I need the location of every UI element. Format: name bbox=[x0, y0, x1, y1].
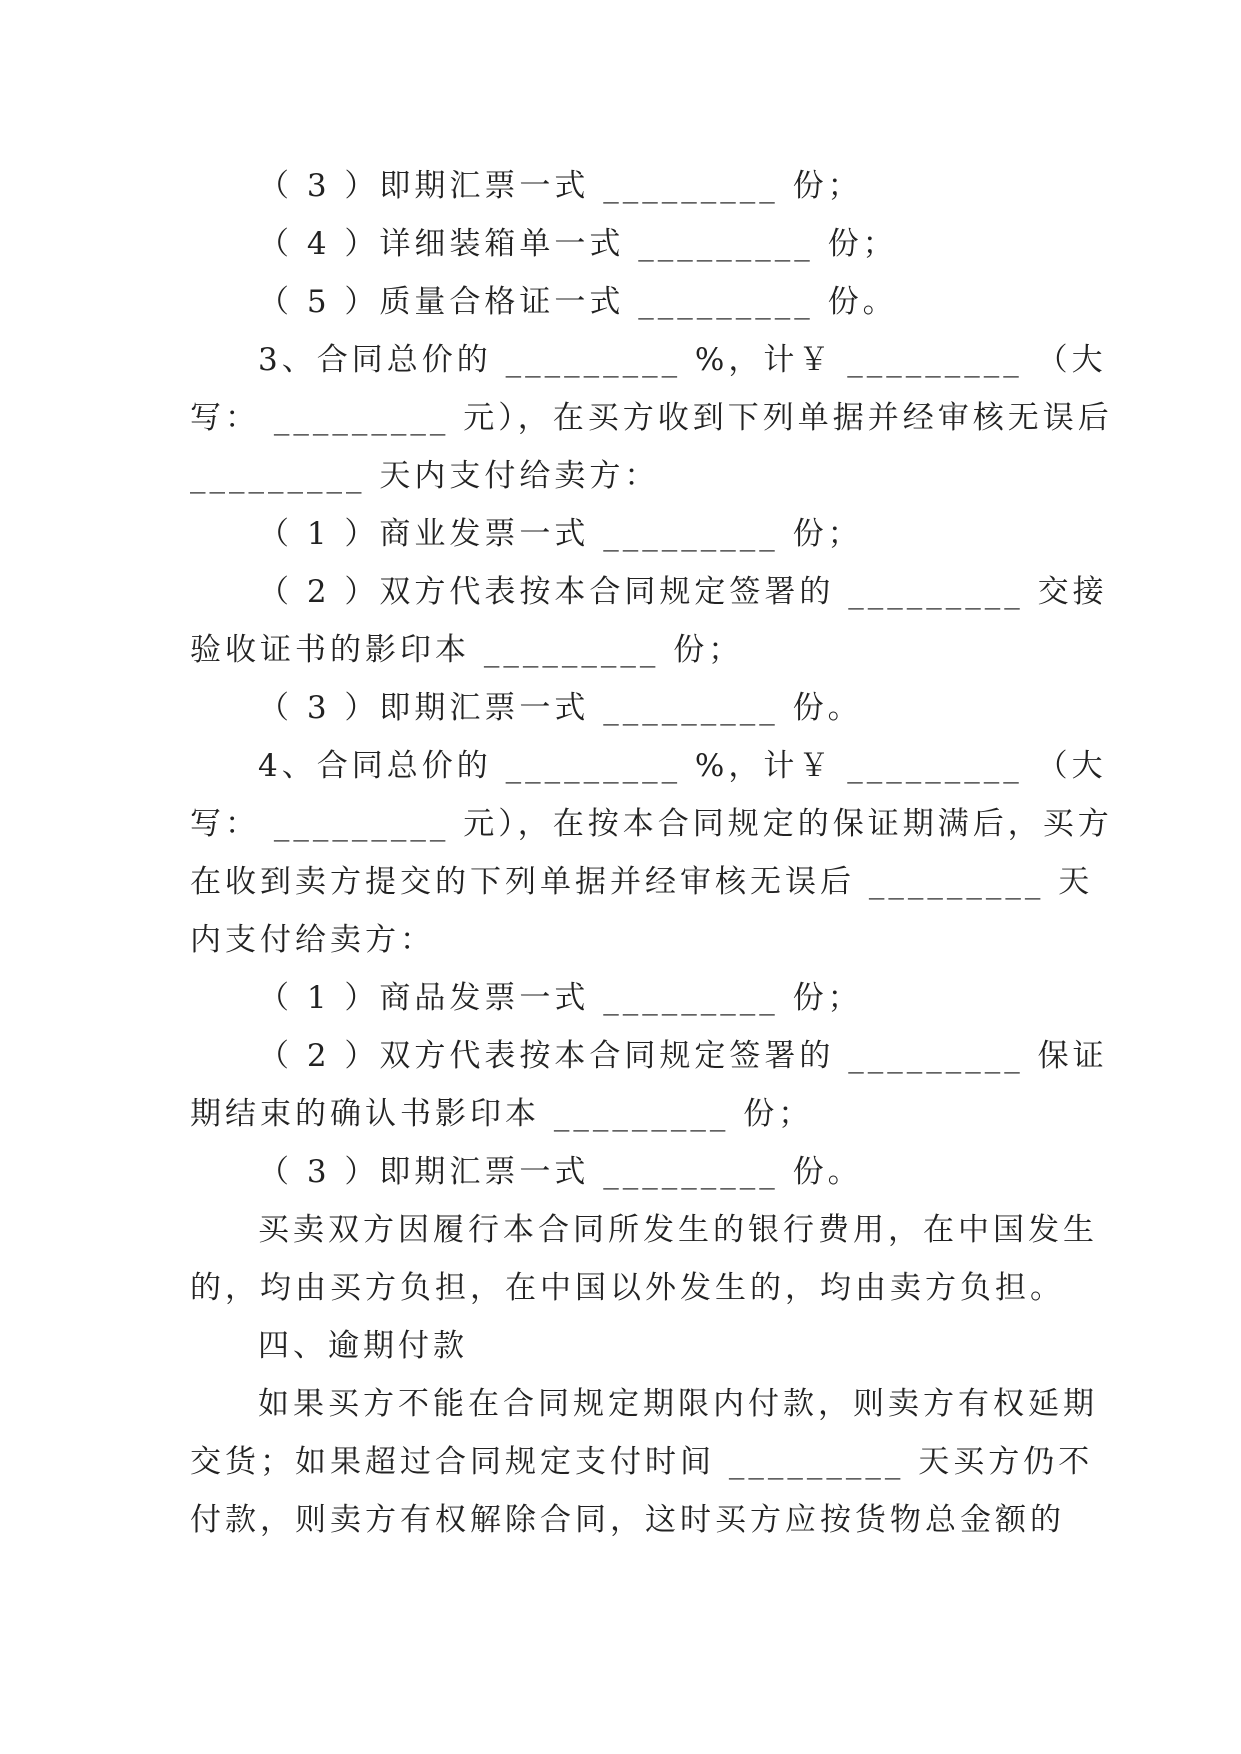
clause-3-line-1: 3、合同总价的 _________ %，计￥ _________ （大 bbox=[258, 342, 1107, 378]
item-quality-certificate: （ 5 ）质量合格证一式 _________ 份。 bbox=[258, 284, 898, 320]
overdue-line-2: 交货；如果超过合同规定支付时间 _________ 天买方仍不 bbox=[190, 1444, 1094, 1480]
bank-fees-line-2: 的，均由买方负担，在中国以外发生的，均由卖方负担。 bbox=[190, 1270, 1065, 1306]
item-sight-draft: （ 3 ）即期汇票一式 _________ 份； bbox=[258, 168, 863, 204]
item-acceptance-cert-line-1: （ 2 ）双方代表按本合同规定签署的 _________ 交接 bbox=[258, 574, 1108, 610]
overdue-line-1: 如果买方不能在合同规定期限内付款，则卖方有权延期 bbox=[258, 1386, 1098, 1422]
item-goods-invoice: （ 1 ）商品发票一式 _________ 份； bbox=[258, 980, 863, 1016]
item-acceptance-cert-line-2: 验收证书的影印本 _________ 份； bbox=[190, 632, 744, 668]
item-packing-list: （ 4 ）详细装箱单一式 _________ 份； bbox=[258, 226, 898, 262]
item-commercial-invoice: （ 1 ）商业发票一式 _________ 份； bbox=[258, 516, 863, 552]
overdue-line-3: 付款，则卖方有权解除合同，这时买方应按货物总金额的 bbox=[190, 1502, 1065, 1538]
clause-4-line-4: 内支付给卖方： bbox=[190, 922, 435, 958]
item-warranty-cert-line-2: 期结束的确认书影印本 _________ 份； bbox=[190, 1096, 814, 1132]
item-sight-draft-3: （ 3 ）即期汇票一式 _________ 份。 bbox=[258, 1154, 863, 1190]
clause-4-line-3: 在收到卖方提交的下列单据并经审核无误后 _________ 天 bbox=[190, 864, 1094, 900]
item-warranty-cert-line-1: （ 2 ）双方代表按本合同规定签署的 _________ 保证 bbox=[258, 1038, 1108, 1074]
item-sight-draft-2: （ 3 ）即期汇票一式 _________ 份。 bbox=[258, 690, 863, 726]
section-heading-overdue-payment: 四、逾期付款 bbox=[258, 1328, 468, 1364]
clause-3-line-2: 写： _________ 元），在买方收到下列单据并经审核无误后 bbox=[190, 400, 1113, 436]
clause-4-line-1: 4、合同总价的 _________ %，计￥ _________ （大 bbox=[258, 748, 1107, 784]
bank-fees-line-1: 买卖双方因履行本合同所发生的银行费用，在中国发生 bbox=[258, 1212, 1098, 1248]
clause-4-line-2: 写： _________ 元），在按本合同规定的保证期满后，买方 bbox=[190, 806, 1113, 842]
clause-3-line-3: _________ 天内支付给卖方： bbox=[190, 458, 660, 494]
